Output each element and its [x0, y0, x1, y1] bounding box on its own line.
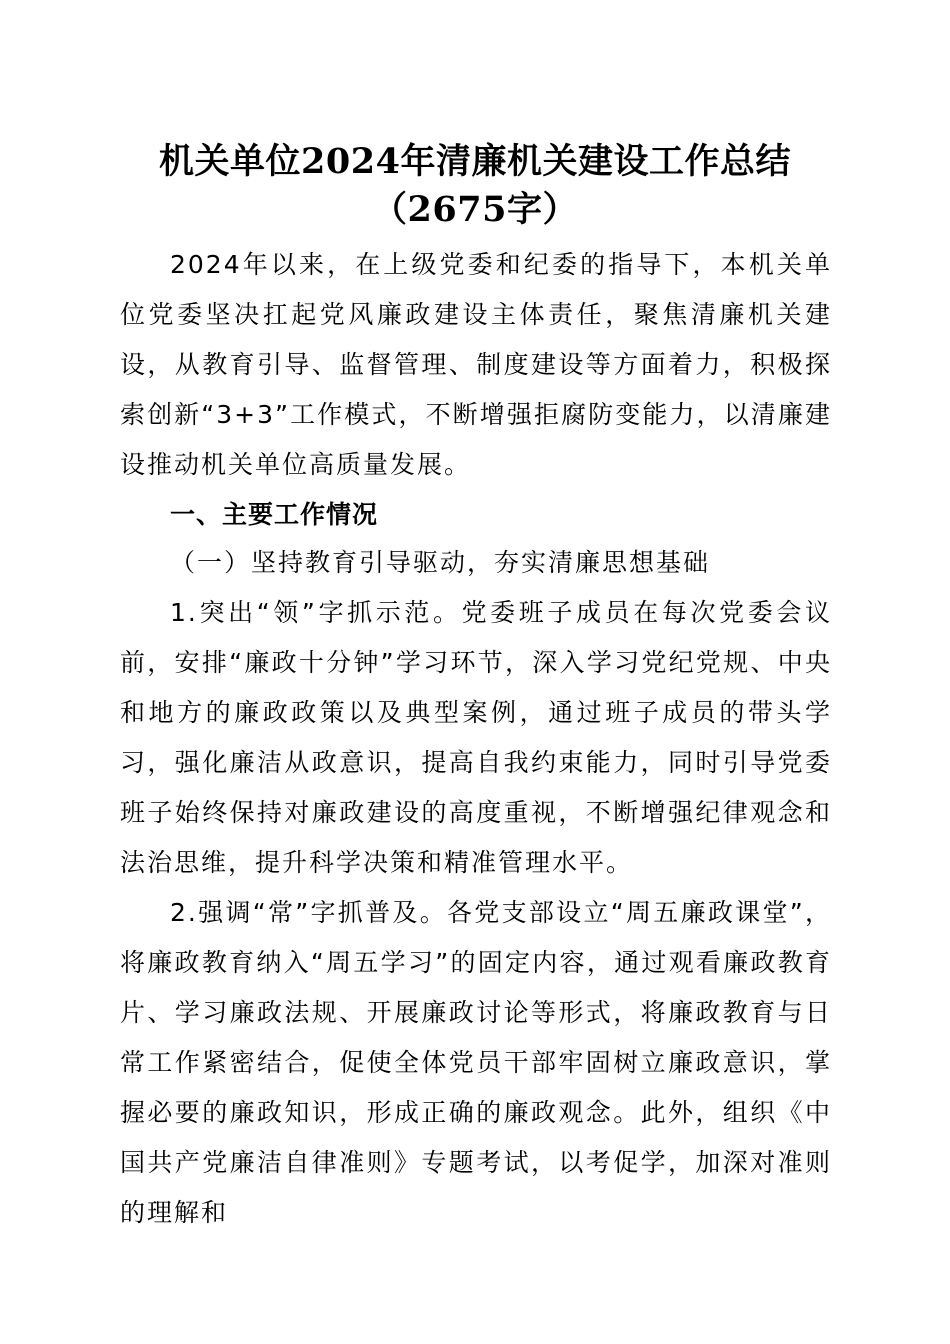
- document-title: 机关单位2024年清廉机关建设工作总结: [159, 141, 791, 182]
- subsection-heading: （一）坚持教育引导驱动，夯实清廉思想基础: [170, 548, 711, 577]
- item-paragraph-1: 1.突出“领”字抓示范。党委班子成员在每次党委会议前，安排“廉政十分钟”学习环节，深入学习党纪党规、中央和地方的廉政政策以及典型案例，通过班子成员的带头学习，强化廉洁从政意识，提高自我约束能力，同时引导党委班子始终保持对廉政建设的高度重视，不断增强纪律观念和法治思维，提升科学决策和精准管理水平。: [120, 598, 832, 877]
- document-subtitle: （2675字）: [372, 189, 578, 230]
- section-heading: 一、主要工作情况: [170, 500, 379, 529]
- intro-paragraph: 2024年以来，在上级党委和纪委的指导下，本机关单位党委坚决扛起党风廉政建设主体责任，聚焦清廉机关建设，从教育引导、监督管理、制度建设等方面着力，积极探索创新“3+3”工作模式，不断增强拒腐防变能力，以清廉建设推动机关单位高质量发展。: [120, 250, 832, 479]
- item-paragraph-2: 2.强调“常”字抓普及。各党支部设立“周五廉政课堂”，将廉政教育纳入“周五学习”的固定内容，通过观看廉政教育片、学习廉政法规、开展廉政讨论等形式，将廉政教育与日常工作紧密结合，促使全体党员干部牢固树立廉政意识，掌握必要的廉政知识，形成正确的廉政观念。此外，组织《中国共产党廉洁自律准则》专题考试，以考促学，加深对准则的理解和: [120, 898, 832, 1227]
